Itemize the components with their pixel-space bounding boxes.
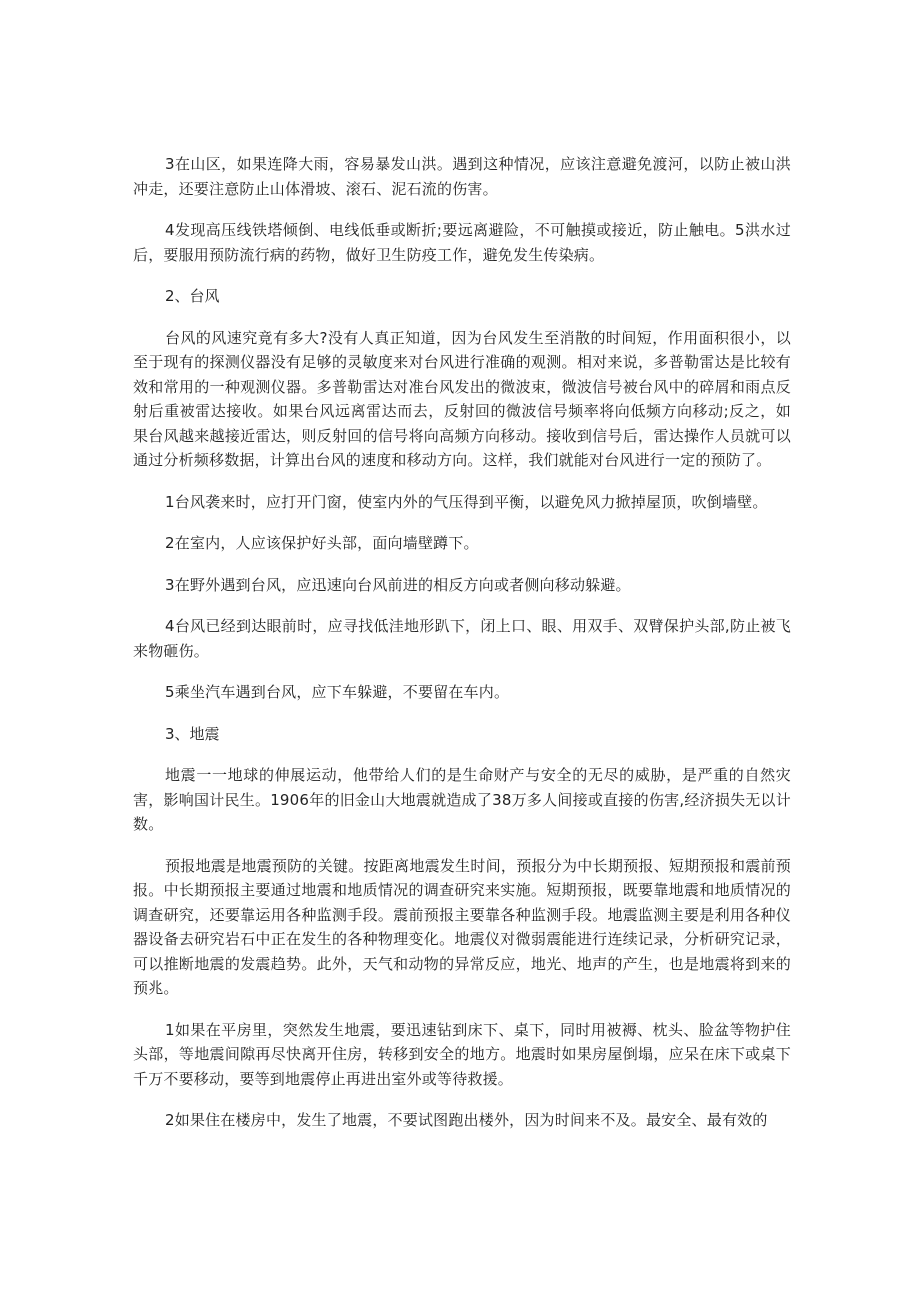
paragraph-earthquake-forecast: 预报地震是地震预防的关键。按距离地震发生时间，预报分为中长期预报、短期预报和震前预报。中长期预报主要通过地震和地质情况的调查研究来实施。短期预报，既要靠地震和地质情况的调查研究，还要靠运用各种监测手段。震前预报主要靠各种监测手段。地震监测主要是利用各种仪器设备去研究岩石中正在发生的各种物理变化。地震仪对微弱震能进行连续记录，分析研究记录，可以推断地震的发震趋势。此外，天气和动物的异常反应，地光、地声的产生，也是地震将到来的预兆。	[133, 856, 791, 997]
section-heading-typhoon: 2、台风	[165, 287, 220, 305]
paragraph-earthquake-tip-2: 2如果住在楼房中，发生了地震，不要试图跑出楼外，因为时间来不及。最安全、最有效的	[165, 1111, 768, 1129]
document-body	[133, 152, 791, 1150]
paragraph-typhoon-intro: 台风的风速究竟有多大?没有人真正知道，因为台风发生至消散的时间短，作用面积很小，以至于现有的探测仪器没有足够的灵敏度来对台风进行准确的观测。相对来说，多普勒雷达是比较有效和常用的一种观测仪器。多普勒雷达对准台风发出的微波束，微波信号被台风中的碎屑和雨点反射后重被雷达接收。如果台风远离雷达而去，反射回的微波信号频率将向低频方向移动;反之，如果台风越来越接近雷达，则反射回的信号将向高频方向移动。接收到信号后，雷达操作人员就可以通过分析频移数据，计算出台风的速度和移动方向。这样，我们就能对台风进行一定的预防了。	[133, 328, 791, 469]
paragraph-typhoon-tip-3: 3在野外遇到台风，应迅速向台风前进的相反方向或者侧向移动躲避。	[165, 575, 631, 594]
paragraph-typhoon-tip-1: 1台风袭来时，应打开门窗，使室内外的气压得到平衡，以避免风力掀掉屋顶，吹倒墙壁。	[165, 492, 768, 511]
paragraph-flood-powerline: 4发现高压线铁塔倾倒、电线低垂或断折;要远离避险，不可触摸或接近，防止触电。5洪水过后，要服用预防流行病的药物，做好卫生防疫工作，避免发生传染病。	[133, 221, 791, 264]
section-heading-earthquake: 3、地震	[165, 724, 220, 743]
paragraph-typhoon-tip-5: 5乘坐汽车遇到台风，应下车躲避，不要留在车内。	[165, 683, 510, 701]
paragraph-typhoon-tip-4: 4台风已经到达眼前时，应寻找低洼地形趴下，闭上口、眼、用双手、双臂保护头部,防止被飞来物砸伤。	[133, 617, 791, 660]
paragraph-earthquake-intro: 地震一一地球的伸展运动，他带给人们的是生命财产与安全的无尽的威胁，是严重的自然灾害，影响国计民生。1906年的旧金山大地震就造成了38万多人间接或直接的伤害,经济损失无以计数。	[133, 766, 791, 833]
paragraph-typhoon-tip-2: 2在室内，人应该保护好头部，面向墙壁蹲下。	[165, 534, 479, 552]
paragraph-flood-mountain: 3在山区，如果连降大雨，容易暴发山洪。遇到这种情况，应该注意避免渡河，以防止被山洪冲走，还要注意防止山体滑坡、滚石、泥石流的伤害。	[133, 155, 791, 198]
paragraph-earthquake-tip-1: 1如果在平房里，突然发生地震，要迅速钻到床下、桌下，同时用被褥、枕头、脸盆等物护住头部，等地震间隙再尽快离开住房，转移到安全的地方。地震时如果房屋倒塌，应呆在床下或桌下千万不要移动，要等到地震停止再进出室外或等待救援。	[133, 1020, 791, 1088]
